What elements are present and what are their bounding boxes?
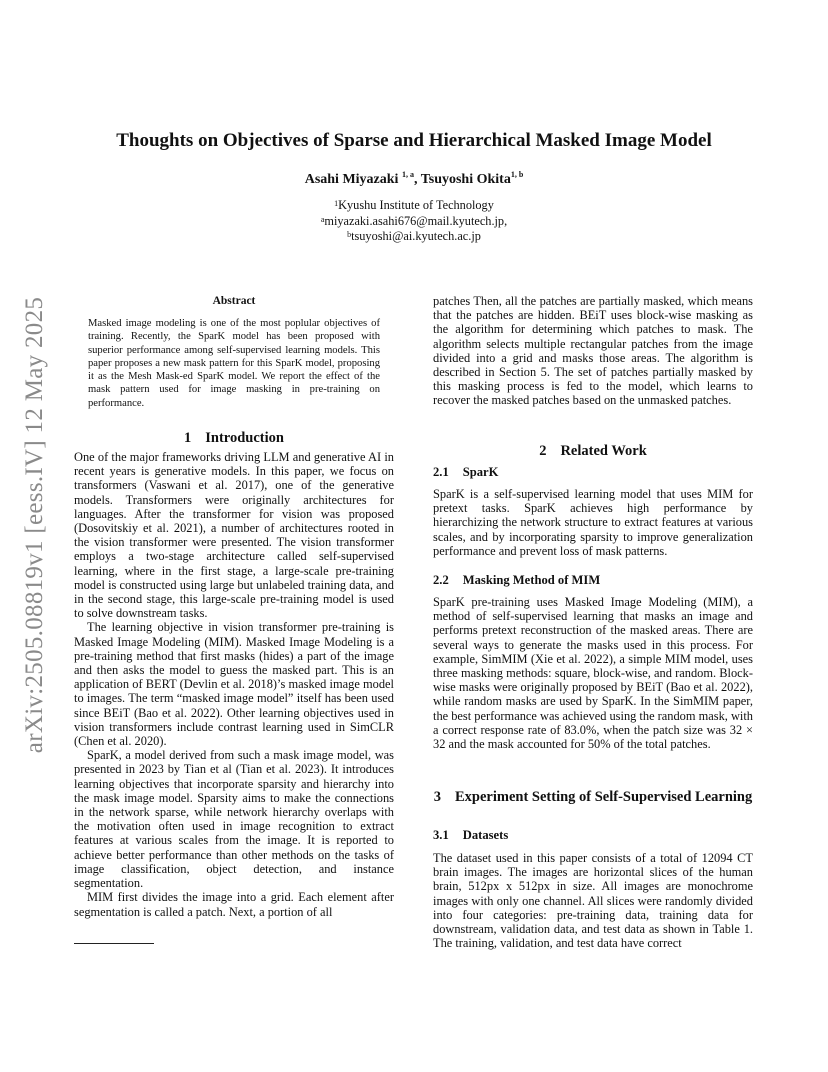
section-number: 2 — [539, 443, 547, 459]
footnote-rule — [74, 943, 154, 944]
paragraph: SparK pre-training uses Masked Image Modeling (MIM), a method of self-supervised learning that masks an image and performs pretext reconstruction of the masked areas. There are several ways to generate the masks used in this process. For example, SimMIM (Xie et al. 2022), a simple MIM model, uses three masking methods: square, block-wise, and random. Block-wise masks were originally proposed by BEiT (Bao et al. 2022), while random masks are used by SparK. In the SimMIM paper, the best performance was achieved using the random mask, with a correct response rate of 83.0%, when the patch size was 32 × 32 and the mask accounted for 50% of the total patches. — [433, 595, 753, 752]
paragraph: The learning objective in vision transformer pre-training is Masked Image Modeling (MIM). Masked Image Modeling is a pre-training method that first masks (hides) a part of the image and then asks the model to guess the masked part. This is an application of BERT (Devlin et al. 2018)’s masked image model to images. The term “masked image model” itself has been used since BEiT (Bao et al. 2022). Other learning objectives used in vision transformers include contrast learning used in SimCLR (Chen et al. 2020). — [74, 620, 394, 749]
author-name: Asahi Miyazaki — [304, 172, 399, 187]
email-mark: b — [347, 230, 352, 239]
subsection-title: Masking Method of MIM — [462, 573, 601, 587]
subsection-heading-masking-method — [433, 573, 600, 588]
email-address[interactable]: miyazaki.asahi676@mail.kyutech.jp, — [324, 213, 508, 228]
abstract-heading: Abstract — [212, 295, 256, 307]
paragraph: SparK, a model derived from such a mask image model, was presented in 2023 by Tian et al (Tian et al. 2023). It introduces learning objectives that incorporate sparsity and hierarchy into the mask image model. Sparsity aims to make the connections in the network sparse, while network hierarchy overlaps with the motivation often used in image recognition to extract features at various scales from the image. It is reported to achieve better performance than other methods on the tasks of image classification, object detection, and instance segmentation. — [74, 748, 394, 891]
affiliations — [60, 198, 768, 245]
arxiv-identifier-text: arXiv:2505.08819v1 [eess.IV] 12 May 2025 — [21, 296, 48, 754]
section-title: Experiment Setting of Self-Supervised Learning — [455, 789, 753, 805]
email-mark: a — [320, 214, 325, 224]
arxiv-identifier — [20, 290, 50, 760]
author-affiliation-mark: 1, b — [510, 170, 524, 179]
paragraph: One of the major frameworks driving LLM and generative AI in recent years is generative models. In this paper, we focus on transformers (Vaswani et al. 2017), one of the generative models. Transformers were originally architectures for languages. After the transformer for vision was proposed (Dosovitskiy et al. 2021), a number of architectures rooted in the vision transformer were presented. The vision transformer employs a two-stage architecture called self-supervised learning, where in the first stage, a large-scale pre-training model is constructed using large but unlabeled training data, and in the second stage, this large-scale pre-training model is used to solve downstream tasks. — [74, 450, 394, 621]
section-number: 1 — [184, 430, 192, 446]
section-number: 3 — [433, 789, 441, 805]
section-heading-related-work — [433, 443, 753, 460]
spark-body — [433, 487, 753, 558]
paragraph: MIM first divides the image into a grid. Each element after segmentation is called a patch. Next, a portion of all — [74, 890, 394, 919]
datasets-body — [433, 851, 753, 950]
section-title: Introduction — [205, 430, 284, 446]
subsection-title: SparK — [462, 465, 499, 479]
masking-method-body — [433, 595, 753, 751]
author-affiliation-mark: 1, a — [401, 170, 414, 179]
introduction-body — [74, 450, 394, 919]
email-address[interactable]: tsuyoshi@ai.kyutech.ac.jp — [351, 229, 481, 243]
subsection-heading-datasets — [433, 828, 508, 843]
subsection-title: Datasets — [462, 828, 509, 842]
abstract-text: Masked image modeling is one of the most poplular objectives of training. Recently, the SparK model has been proposed with superior performance among self-supervised learning models. This paper proposes a new mask pattern for this SparK model, proposing it as the Mesh Mask-ed SparK model. We report the effect of the mask pattern used for image masking in pre-training on performance. — [88, 318, 380, 409]
institution: Kyushu Institute of Technology — [338, 198, 494, 212]
subsection-heading-spark — [433, 465, 498, 480]
author-name: Tsuyoshi Okita — [420, 172, 511, 187]
author-separator: , — [413, 172, 421, 187]
paragraph: patches Then, all the patches are partially masked, which means that the patches are hidden. BEiT uses block-wise masking as the algorithm for determining which patches to mask. The algorithm selects multiple rectangular patches from the image divided into a grid and masks those areas. The algorithm is described in Section 5. The set of patches partially masked by this masking process is fed to the model, which learns to recover the masked patches based on the unmasked patches. — [433, 294, 753, 408]
paper-title: Thoughts on Objectives of Sparse and Hierarchical Masked Image Model — [116, 130, 712, 151]
section-heading-introduction — [74, 430, 394, 447]
section-title: Related Work — [560, 443, 647, 459]
subsection-number: 3.1 — [433, 828, 449, 842]
subsection-number: 2.2 — [433, 573, 449, 587]
author-list — [60, 172, 768, 188]
section-heading-experiment — [433, 788, 753, 806]
paragraph: The dataset used in this paper consists of a total of 12094 CT brain images. The images are horizontal slices of the human brain, 512px x 512px in size. All images are monochrome images with only one channel. All slices were randomly divided into four categories: pre-training data, training data for downstream, validation data, and test data as shown in Table 1. The training, validation, and test data have correct — [433, 851, 753, 951]
paragraph: SparK is a self-supervised learning model that uses MIM for pretext tasks. SparK achieves high performance by hierarchizing the network structure to extract features at various scales, and by incorporating sparsity to improve generalization performance and prevent loss of mask patterns. — [433, 487, 753, 558]
introduction-continued — [433, 294, 753, 408]
subsection-number: 2.1 — [433, 465, 449, 479]
affiliation-mark: 1 — [334, 199, 339, 208]
